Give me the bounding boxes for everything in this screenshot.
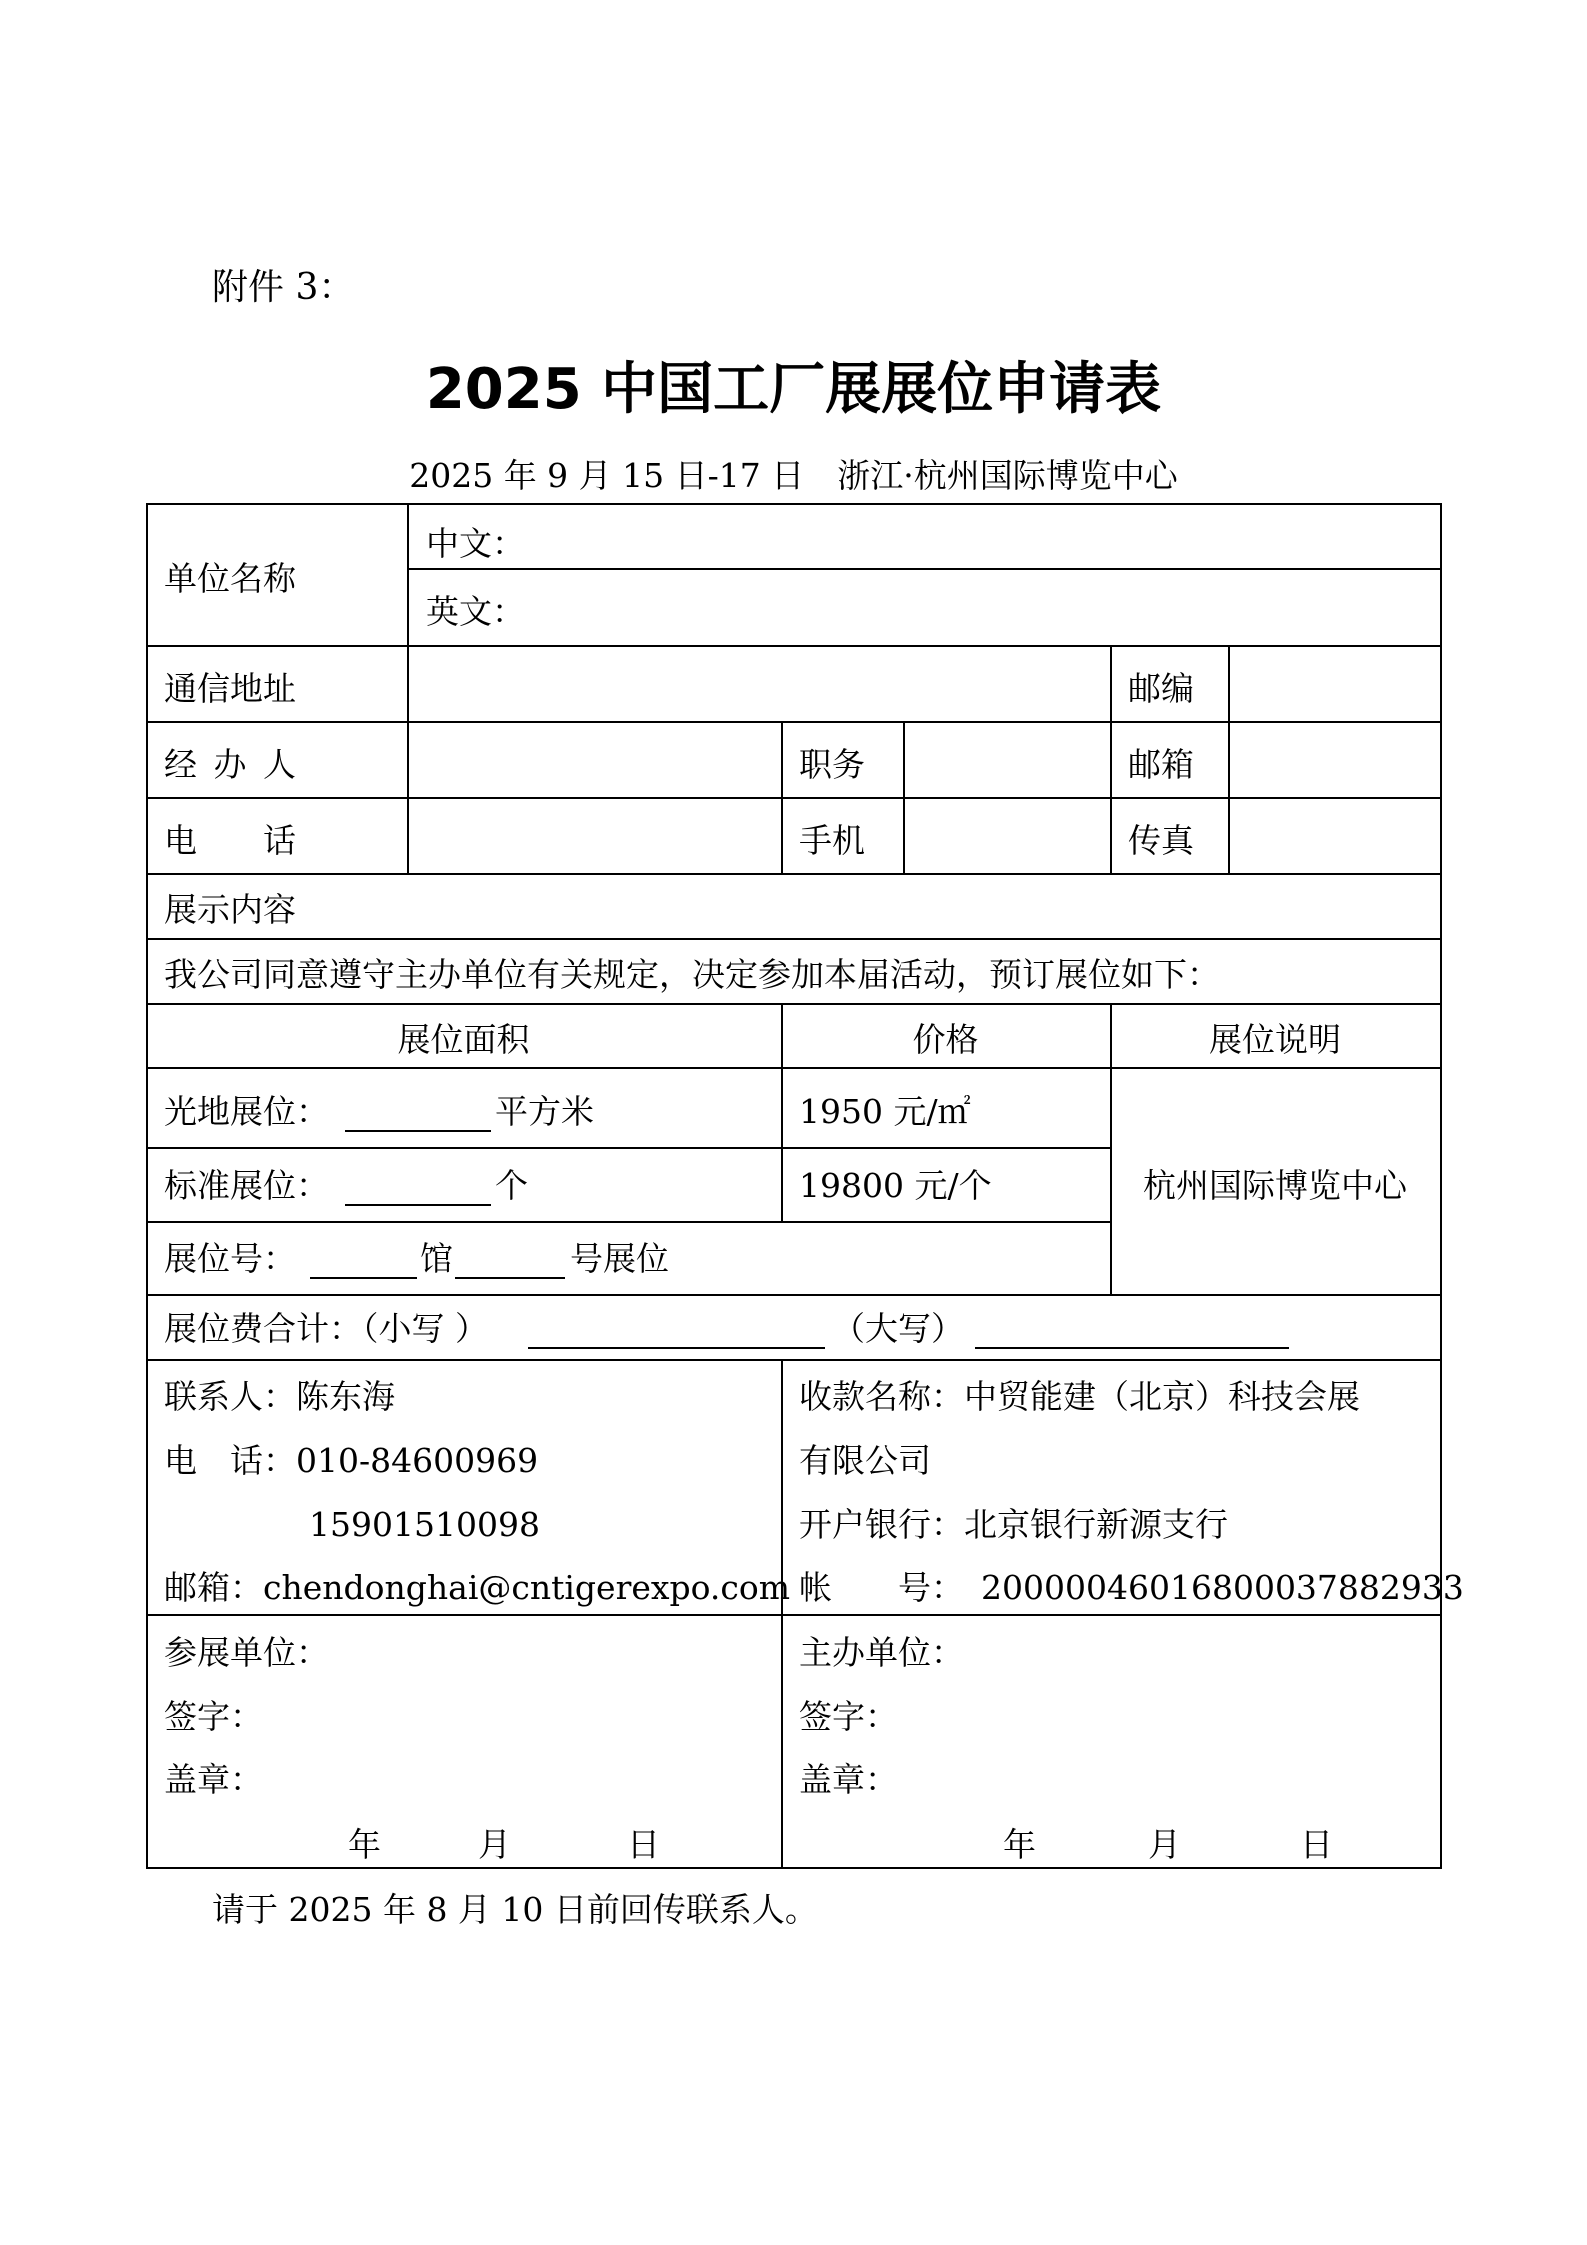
table-line <box>146 1221 1112 1223</box>
company-name-label: 单位名称 <box>164 559 296 598</box>
exhibitor-day: 日 <box>627 1825 660 1864</box>
table-line <box>407 503 409 873</box>
booth-desc-header: 展位说明 <box>1209 1020 1341 1059</box>
exhibitor-year: 年 <box>348 1825 381 1864</box>
table-line <box>146 503 148 1869</box>
phone-label: 电 话 <box>164 821 296 860</box>
agreement-text: 我公司同意遵守主办单位有关规定，决定参加本届活动，预订展位如下： <box>164 955 1220 994</box>
standard-booth-unit: 个 <box>495 1166 528 1205</box>
event-date-venue: 2025 年 9 月 15 日-17 日 浙江·杭州国际博览中心 <box>409 456 1178 495</box>
table-line <box>146 938 1442 940</box>
exhibitor-stamp-label: 盖章： <box>164 1760 263 1799</box>
table-line <box>146 1359 1442 1361</box>
exhibitor-sign-label: 签字： <box>164 1697 263 1736</box>
table-line <box>146 1614 1442 1616</box>
table-line <box>1228 645 1230 873</box>
page-title: 2025 中国工厂展展位申请表 <box>425 357 1162 422</box>
organizer-year: 年 <box>1003 1825 1036 1864</box>
payee-bank: 开户银行：北京银行新源支行 <box>799 1505 1228 1544</box>
organizer-month: 月 <box>1148 1825 1181 1864</box>
mobile-label: 手机 <box>799 821 865 860</box>
total-upper-blank <box>975 1347 1289 1349</box>
email-label: 邮箱 <box>1128 745 1194 784</box>
english-name-label: 英文： <box>426 592 525 631</box>
fax-label: 传真 <box>1128 821 1194 860</box>
handler-label: 经 办 人 <box>164 745 296 784</box>
total-lower-label: 展位费合计：（小写 ） <box>164 1309 488 1348</box>
position-label: 职务 <box>799 745 865 784</box>
booth-hall-label: 馆 <box>420 1239 453 1278</box>
return-deadline-note: 请于 2025 年 8 月 10 日前回传联系人。 <box>212 1890 818 1929</box>
raw-space-unit: 平方米 <box>495 1092 594 1131</box>
contact-person: 联系人：陈东海 <box>164 1377 395 1416</box>
table-line <box>781 1359 783 1869</box>
exhibitor-month: 月 <box>478 1825 511 1864</box>
raw-space-label: 光地展位： <box>164 1092 329 1131</box>
organizer-stamp-label: 盖章： <box>799 1760 898 1799</box>
table-line <box>146 1147 1112 1149</box>
chinese-name-label: 中文： <box>426 524 525 563</box>
table-line <box>781 721 783 873</box>
contact-phone: 电 话：010-84600969 <box>164 1441 539 1480</box>
payee-name-line2: 有限公司 <box>799 1441 931 1480</box>
standard-booth-label: 标准展位： <box>164 1166 329 1205</box>
price-header: 价格 <box>912 1020 979 1059</box>
total-upper-label: （大写） <box>832 1309 964 1348</box>
exhibitor-unit-label: 参展单位： <box>164 1633 329 1672</box>
booth-no-suffix: 号展位 <box>570 1239 669 1278</box>
table-line <box>146 645 1442 647</box>
exhibit-content-label: 展示内容 <box>164 890 296 929</box>
raw-space-blank <box>345 1130 491 1132</box>
attachment-label: 附件 3： <box>212 267 355 308</box>
table-line <box>903 721 905 873</box>
table-line <box>146 1294 1442 1296</box>
postcode-label: 邮编 <box>1128 669 1194 708</box>
standard-booth-price: 19800 元/个 <box>799 1166 992 1205</box>
payee-name-line1: 收款名称：中贸能建（北京）科技会展 <box>799 1377 1360 1416</box>
table-line <box>146 1867 1442 1869</box>
booth-no-blank <box>455 1277 565 1279</box>
contact-phone-2: 15901510098 <box>309 1505 540 1544</box>
address-label: 通信地址 <box>164 669 296 708</box>
contact-email: 邮箱：chendonghai@cntigerexpo.com <box>164 1568 791 1607</box>
standard-booth-blank <box>345 1204 491 1206</box>
table-line <box>146 503 1442 505</box>
payee-account-label: 帐 号： <box>799 1568 964 1607</box>
booth-desc-value: 杭州国际博览中心 <box>1143 1166 1407 1205</box>
booth-area-header: 展位面积 <box>397 1020 530 1059</box>
table-line <box>146 721 1442 723</box>
table-line <box>1440 503 1442 1869</box>
table-line <box>146 1067 1442 1069</box>
table-line <box>1110 645 1112 873</box>
organizer-day: 日 <box>1300 1825 1333 1864</box>
table-line <box>146 797 1442 799</box>
table-line <box>408 568 1442 570</box>
organizer-sign-label: 签字： <box>799 1697 898 1736</box>
hall-blank <box>310 1277 417 1279</box>
table-line <box>146 1003 1442 1005</box>
table-line <box>146 873 1442 875</box>
total-lower-blank <box>528 1347 825 1349</box>
raw-space-price: 1950 元/㎡ <box>799 1092 971 1131</box>
booth-no-label: 展位号： <box>164 1239 296 1278</box>
payee-account-number: 20000046016800037882933 <box>981 1568 1464 1607</box>
organizer-unit-label: 主办单位： <box>799 1633 964 1672</box>
